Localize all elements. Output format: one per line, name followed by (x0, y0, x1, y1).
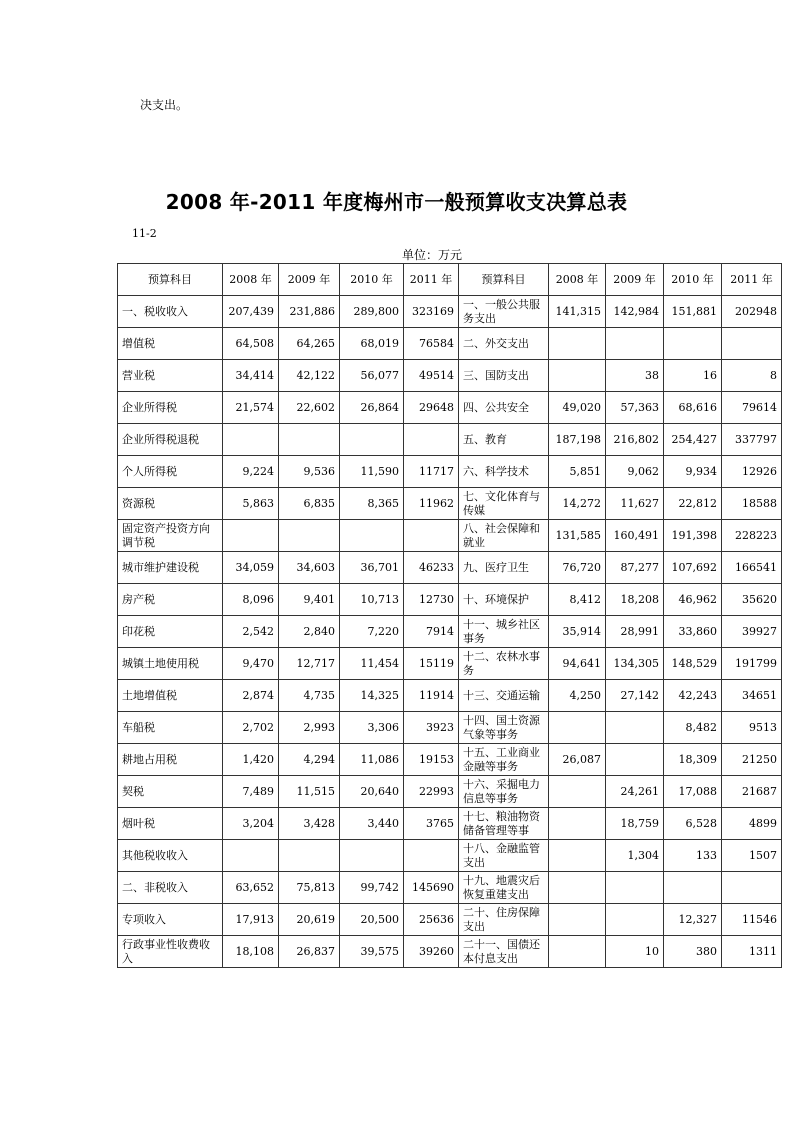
value-cell: 11914 (404, 680, 459, 712)
value-cell: 8,096 (223, 584, 279, 616)
value-cell: 29648 (404, 392, 459, 424)
item-cell: 十、环境保护 (459, 584, 549, 616)
table-code: 11-2 (132, 227, 157, 240)
value-cell (606, 872, 664, 904)
value-cell: 7,489 (223, 776, 279, 808)
item-cell: 十三、交通运输 (459, 680, 549, 712)
value-cell: 21687 (722, 776, 782, 808)
value-cell (549, 840, 606, 872)
header-cell: 2011 年 (404, 264, 459, 296)
value-cell (722, 328, 782, 360)
value-cell: 18,759 (606, 808, 664, 840)
value-cell (606, 744, 664, 776)
value-cell: 17,088 (664, 776, 722, 808)
value-cell (404, 840, 459, 872)
value-cell: 2,874 (223, 680, 279, 712)
value-cell: 18,309 (664, 744, 722, 776)
value-cell: 76,720 (549, 552, 606, 584)
table-row (118, 616, 782, 648)
value-cell: 12926 (722, 456, 782, 488)
value-cell (340, 424, 404, 456)
table-row (118, 552, 782, 584)
table-row (118, 680, 782, 712)
value-cell: 56,077 (340, 360, 404, 392)
value-cell: 24,261 (606, 776, 664, 808)
table-body (118, 264, 782, 968)
value-cell: 160,491 (606, 520, 664, 552)
value-cell (664, 328, 722, 360)
table-row (118, 936, 782, 968)
lead-text: 决支出。 (140, 98, 189, 112)
value-cell: 207,439 (223, 296, 279, 328)
value-cell: 11546 (722, 904, 782, 936)
value-cell: 87,277 (606, 552, 664, 584)
item-cell: 八、社会保障和就业 (459, 520, 549, 552)
table-row (118, 840, 782, 872)
item-cell: 一、一般公共服务支出 (459, 296, 549, 328)
table-row (118, 776, 782, 808)
value-cell: 34,414 (223, 360, 279, 392)
value-cell (549, 328, 606, 360)
value-cell: 9,934 (664, 456, 722, 488)
value-cell (340, 840, 404, 872)
value-cell: 142,984 (606, 296, 664, 328)
item-cell: 十二、农林水事务 (459, 648, 549, 680)
item-cell: 二十一、国债还本付息支出 (459, 936, 549, 968)
header-cell: 2010 年 (340, 264, 404, 296)
item-cell: 十七、粮油物资储备管理等事 (459, 808, 549, 840)
table-header-row (118, 264, 782, 296)
value-cell: 39927 (722, 616, 782, 648)
value-cell: 166541 (722, 552, 782, 584)
value-cell (279, 520, 340, 552)
value-cell: 5,851 (549, 456, 606, 488)
value-cell: 42,122 (279, 360, 340, 392)
item-cell: 契税 (118, 776, 223, 808)
value-cell: 2,542 (223, 616, 279, 648)
value-cell: 4899 (722, 808, 782, 840)
header-cell: 预算科目 (118, 264, 223, 296)
item-cell: 专项收入 (118, 904, 223, 936)
value-cell: 16 (664, 360, 722, 392)
value-cell: 22,602 (279, 392, 340, 424)
table-row (118, 904, 782, 936)
value-cell: 11,515 (279, 776, 340, 808)
value-cell: 107,692 (664, 552, 722, 584)
value-cell: 202948 (722, 296, 782, 328)
value-cell: 26,864 (340, 392, 404, 424)
value-cell: 22993 (404, 776, 459, 808)
value-cell: 34651 (722, 680, 782, 712)
value-cell: 9513 (722, 712, 782, 744)
value-cell (722, 872, 782, 904)
value-cell: 42,243 (664, 680, 722, 712)
value-cell: 148,529 (664, 648, 722, 680)
value-cell: 4,250 (549, 680, 606, 712)
value-cell: 228223 (722, 520, 782, 552)
value-cell: 34,059 (223, 552, 279, 584)
table-row (118, 744, 782, 776)
value-cell: 17,913 (223, 904, 279, 936)
value-cell: 191799 (722, 648, 782, 680)
value-cell: 75,813 (279, 872, 340, 904)
value-cell (549, 808, 606, 840)
value-cell: 1311 (722, 936, 782, 968)
value-cell: 35,914 (549, 616, 606, 648)
item-cell: 六、科学技术 (459, 456, 549, 488)
value-cell: 68,616 (664, 392, 722, 424)
value-cell (223, 520, 279, 552)
value-cell: 8,482 (664, 712, 722, 744)
value-cell: 1507 (722, 840, 782, 872)
value-cell: 12,327 (664, 904, 722, 936)
value-cell: 323169 (404, 296, 459, 328)
value-cell (279, 424, 340, 456)
value-cell: 2,993 (279, 712, 340, 744)
value-cell: 9,062 (606, 456, 664, 488)
value-cell: 216,802 (606, 424, 664, 456)
value-cell: 76584 (404, 328, 459, 360)
value-cell: 11,590 (340, 456, 404, 488)
value-cell: 10 (606, 936, 664, 968)
item-cell: 车船税 (118, 712, 223, 744)
value-cell (549, 776, 606, 808)
value-cell: 1,304 (606, 840, 664, 872)
value-cell: 187,198 (549, 424, 606, 456)
value-cell: 21,574 (223, 392, 279, 424)
value-cell: 1,420 (223, 744, 279, 776)
value-cell: 380 (664, 936, 722, 968)
table-row (118, 584, 782, 616)
value-cell: 11,086 (340, 744, 404, 776)
value-cell (223, 840, 279, 872)
value-cell: 9,470 (223, 648, 279, 680)
value-cell: 145690 (404, 872, 459, 904)
header-cell: 2009 年 (279, 264, 340, 296)
header-cell: 2008 年 (549, 264, 606, 296)
value-cell (664, 872, 722, 904)
item-cell: 七、文化体育与传媒 (459, 488, 549, 520)
item-cell: 九、医疗卫生 (459, 552, 549, 584)
item-cell: 二、外交支出 (459, 328, 549, 360)
item-cell: 土地增值税 (118, 680, 223, 712)
table-row (118, 424, 782, 456)
header-cell: 2009 年 (606, 264, 664, 296)
value-cell: 20,500 (340, 904, 404, 936)
value-cell: 26,087 (549, 744, 606, 776)
item-cell: 十五、工业商业金融等事务 (459, 744, 549, 776)
value-cell: 15119 (404, 648, 459, 680)
table-row (118, 296, 782, 328)
value-cell (606, 712, 664, 744)
item-cell: 十八、金融监管支出 (459, 840, 549, 872)
item-cell: 固定资产投资方向调节税 (118, 520, 223, 552)
value-cell: 68,019 (340, 328, 404, 360)
value-cell: 36,701 (340, 552, 404, 584)
value-cell: 49514 (404, 360, 459, 392)
item-cell: 四、公共安全 (459, 392, 549, 424)
value-cell (404, 520, 459, 552)
value-cell (606, 904, 664, 936)
value-cell (223, 424, 279, 456)
value-cell (549, 904, 606, 936)
value-cell: 6,528 (664, 808, 722, 840)
value-cell: 141,315 (549, 296, 606, 328)
value-cell: 20,619 (279, 904, 340, 936)
value-cell: 3765 (404, 808, 459, 840)
item-cell: 行政事业性收费收入 (118, 936, 223, 968)
item-cell: 其他税收收入 (118, 840, 223, 872)
value-cell (549, 936, 606, 968)
value-cell: 79614 (722, 392, 782, 424)
value-cell: 39260 (404, 936, 459, 968)
item-cell: 二十、住房保障支出 (459, 904, 549, 936)
value-cell: 289,800 (340, 296, 404, 328)
value-cell (404, 424, 459, 456)
header-cell: 2011 年 (722, 264, 782, 296)
value-cell: 39,575 (340, 936, 404, 968)
value-cell: 64,508 (223, 328, 279, 360)
value-cell: 64,265 (279, 328, 340, 360)
value-cell (279, 840, 340, 872)
item-cell: 营业税 (118, 360, 223, 392)
value-cell (549, 872, 606, 904)
item-cell: 个人所得税 (118, 456, 223, 488)
value-cell: 3,306 (340, 712, 404, 744)
page-title: 2008 年-2011 年度梅州市一般预算收支决算总表 (165, 190, 628, 214)
value-cell: 11717 (404, 456, 459, 488)
value-cell: 131,585 (549, 520, 606, 552)
item-cell: 企业所得税退税 (118, 424, 223, 456)
value-cell: 11962 (404, 488, 459, 520)
value-cell: 49,020 (549, 392, 606, 424)
value-cell: 10,713 (340, 584, 404, 616)
value-cell: 14,325 (340, 680, 404, 712)
value-cell: 133 (664, 840, 722, 872)
value-cell: 19153 (404, 744, 459, 776)
item-cell: 烟叶税 (118, 808, 223, 840)
value-cell (549, 712, 606, 744)
table-row (118, 712, 782, 744)
value-cell (340, 520, 404, 552)
value-cell (549, 360, 606, 392)
table-row (118, 456, 782, 488)
value-cell: 9,224 (223, 456, 279, 488)
value-cell: 4,735 (279, 680, 340, 712)
value-cell: 337797 (722, 424, 782, 456)
item-cell: 十一、城乡社区事务 (459, 616, 549, 648)
item-cell: 十九、地震灾后恢复重建支出 (459, 872, 549, 904)
budget-table (117, 263, 782, 968)
value-cell: 151,881 (664, 296, 722, 328)
item-cell: 二、非税收入 (118, 872, 223, 904)
value-cell: 25636 (404, 904, 459, 936)
value-cell: 14,272 (549, 488, 606, 520)
item-cell: 房产税 (118, 584, 223, 616)
value-cell: 28,991 (606, 616, 664, 648)
value-cell: 99,742 (340, 872, 404, 904)
item-cell: 增值税 (118, 328, 223, 360)
value-cell: 94,641 (549, 648, 606, 680)
value-cell: 21250 (722, 744, 782, 776)
value-cell: 8,412 (549, 584, 606, 616)
item-cell: 一、税收收入 (118, 296, 223, 328)
value-cell: 57,363 (606, 392, 664, 424)
value-cell: 134,305 (606, 648, 664, 680)
value-cell: 3923 (404, 712, 459, 744)
item-cell: 五、教育 (459, 424, 549, 456)
table-row (118, 328, 782, 360)
value-cell: 20,640 (340, 776, 404, 808)
unit-label: 单位：万元 (402, 248, 463, 262)
table-row (118, 392, 782, 424)
table-row (118, 520, 782, 552)
value-cell: 18,108 (223, 936, 279, 968)
value-cell: 2,702 (223, 712, 279, 744)
value-cell: 18,208 (606, 584, 664, 616)
value-cell: 33,860 (664, 616, 722, 648)
value-cell: 231,886 (279, 296, 340, 328)
item-cell: 资源税 (118, 488, 223, 520)
value-cell: 3,428 (279, 808, 340, 840)
value-cell: 46,962 (664, 584, 722, 616)
item-cell: 城市维护建设税 (118, 552, 223, 584)
value-cell: 8 (722, 360, 782, 392)
item-cell: 耕地占用税 (118, 744, 223, 776)
value-cell: 4,294 (279, 744, 340, 776)
value-cell: 22,812 (664, 488, 722, 520)
value-cell: 11,454 (340, 648, 404, 680)
value-cell: 35620 (722, 584, 782, 616)
table-row (118, 488, 782, 520)
table-row (118, 648, 782, 680)
header-cell: 预算科目 (459, 264, 549, 296)
value-cell: 27,142 (606, 680, 664, 712)
value-cell: 7914 (404, 616, 459, 648)
value-cell: 3,440 (340, 808, 404, 840)
table-row (118, 808, 782, 840)
value-cell: 12,717 (279, 648, 340, 680)
value-cell: 34,603 (279, 552, 340, 584)
table-row (118, 872, 782, 904)
value-cell: 26,837 (279, 936, 340, 968)
item-cell: 城镇土地使用税 (118, 648, 223, 680)
value-cell: 2,840 (279, 616, 340, 648)
value-cell: 6,835 (279, 488, 340, 520)
value-cell: 11,627 (606, 488, 664, 520)
value-cell: 9,536 (279, 456, 340, 488)
value-cell: 63,652 (223, 872, 279, 904)
header-cell: 2010 年 (664, 264, 722, 296)
value-cell: 5,863 (223, 488, 279, 520)
item-cell: 十四、国土资源气象等事务 (459, 712, 549, 744)
value-cell: 191,398 (664, 520, 722, 552)
value-cell: 7,220 (340, 616, 404, 648)
item-cell: 三、国防支出 (459, 360, 549, 392)
header-cell: 2008 年 (223, 264, 279, 296)
item-cell: 企业所得税 (118, 392, 223, 424)
item-cell: 十六、采掘电力信息等事务 (459, 776, 549, 808)
table-row (118, 360, 782, 392)
value-cell: 8,365 (340, 488, 404, 520)
value-cell: 46233 (404, 552, 459, 584)
value-cell (606, 328, 664, 360)
value-cell: 12730 (404, 584, 459, 616)
item-cell: 印花税 (118, 616, 223, 648)
value-cell: 254,427 (664, 424, 722, 456)
value-cell: 38 (606, 360, 664, 392)
value-cell: 18588 (722, 488, 782, 520)
value-cell: 3,204 (223, 808, 279, 840)
value-cell: 9,401 (279, 584, 340, 616)
